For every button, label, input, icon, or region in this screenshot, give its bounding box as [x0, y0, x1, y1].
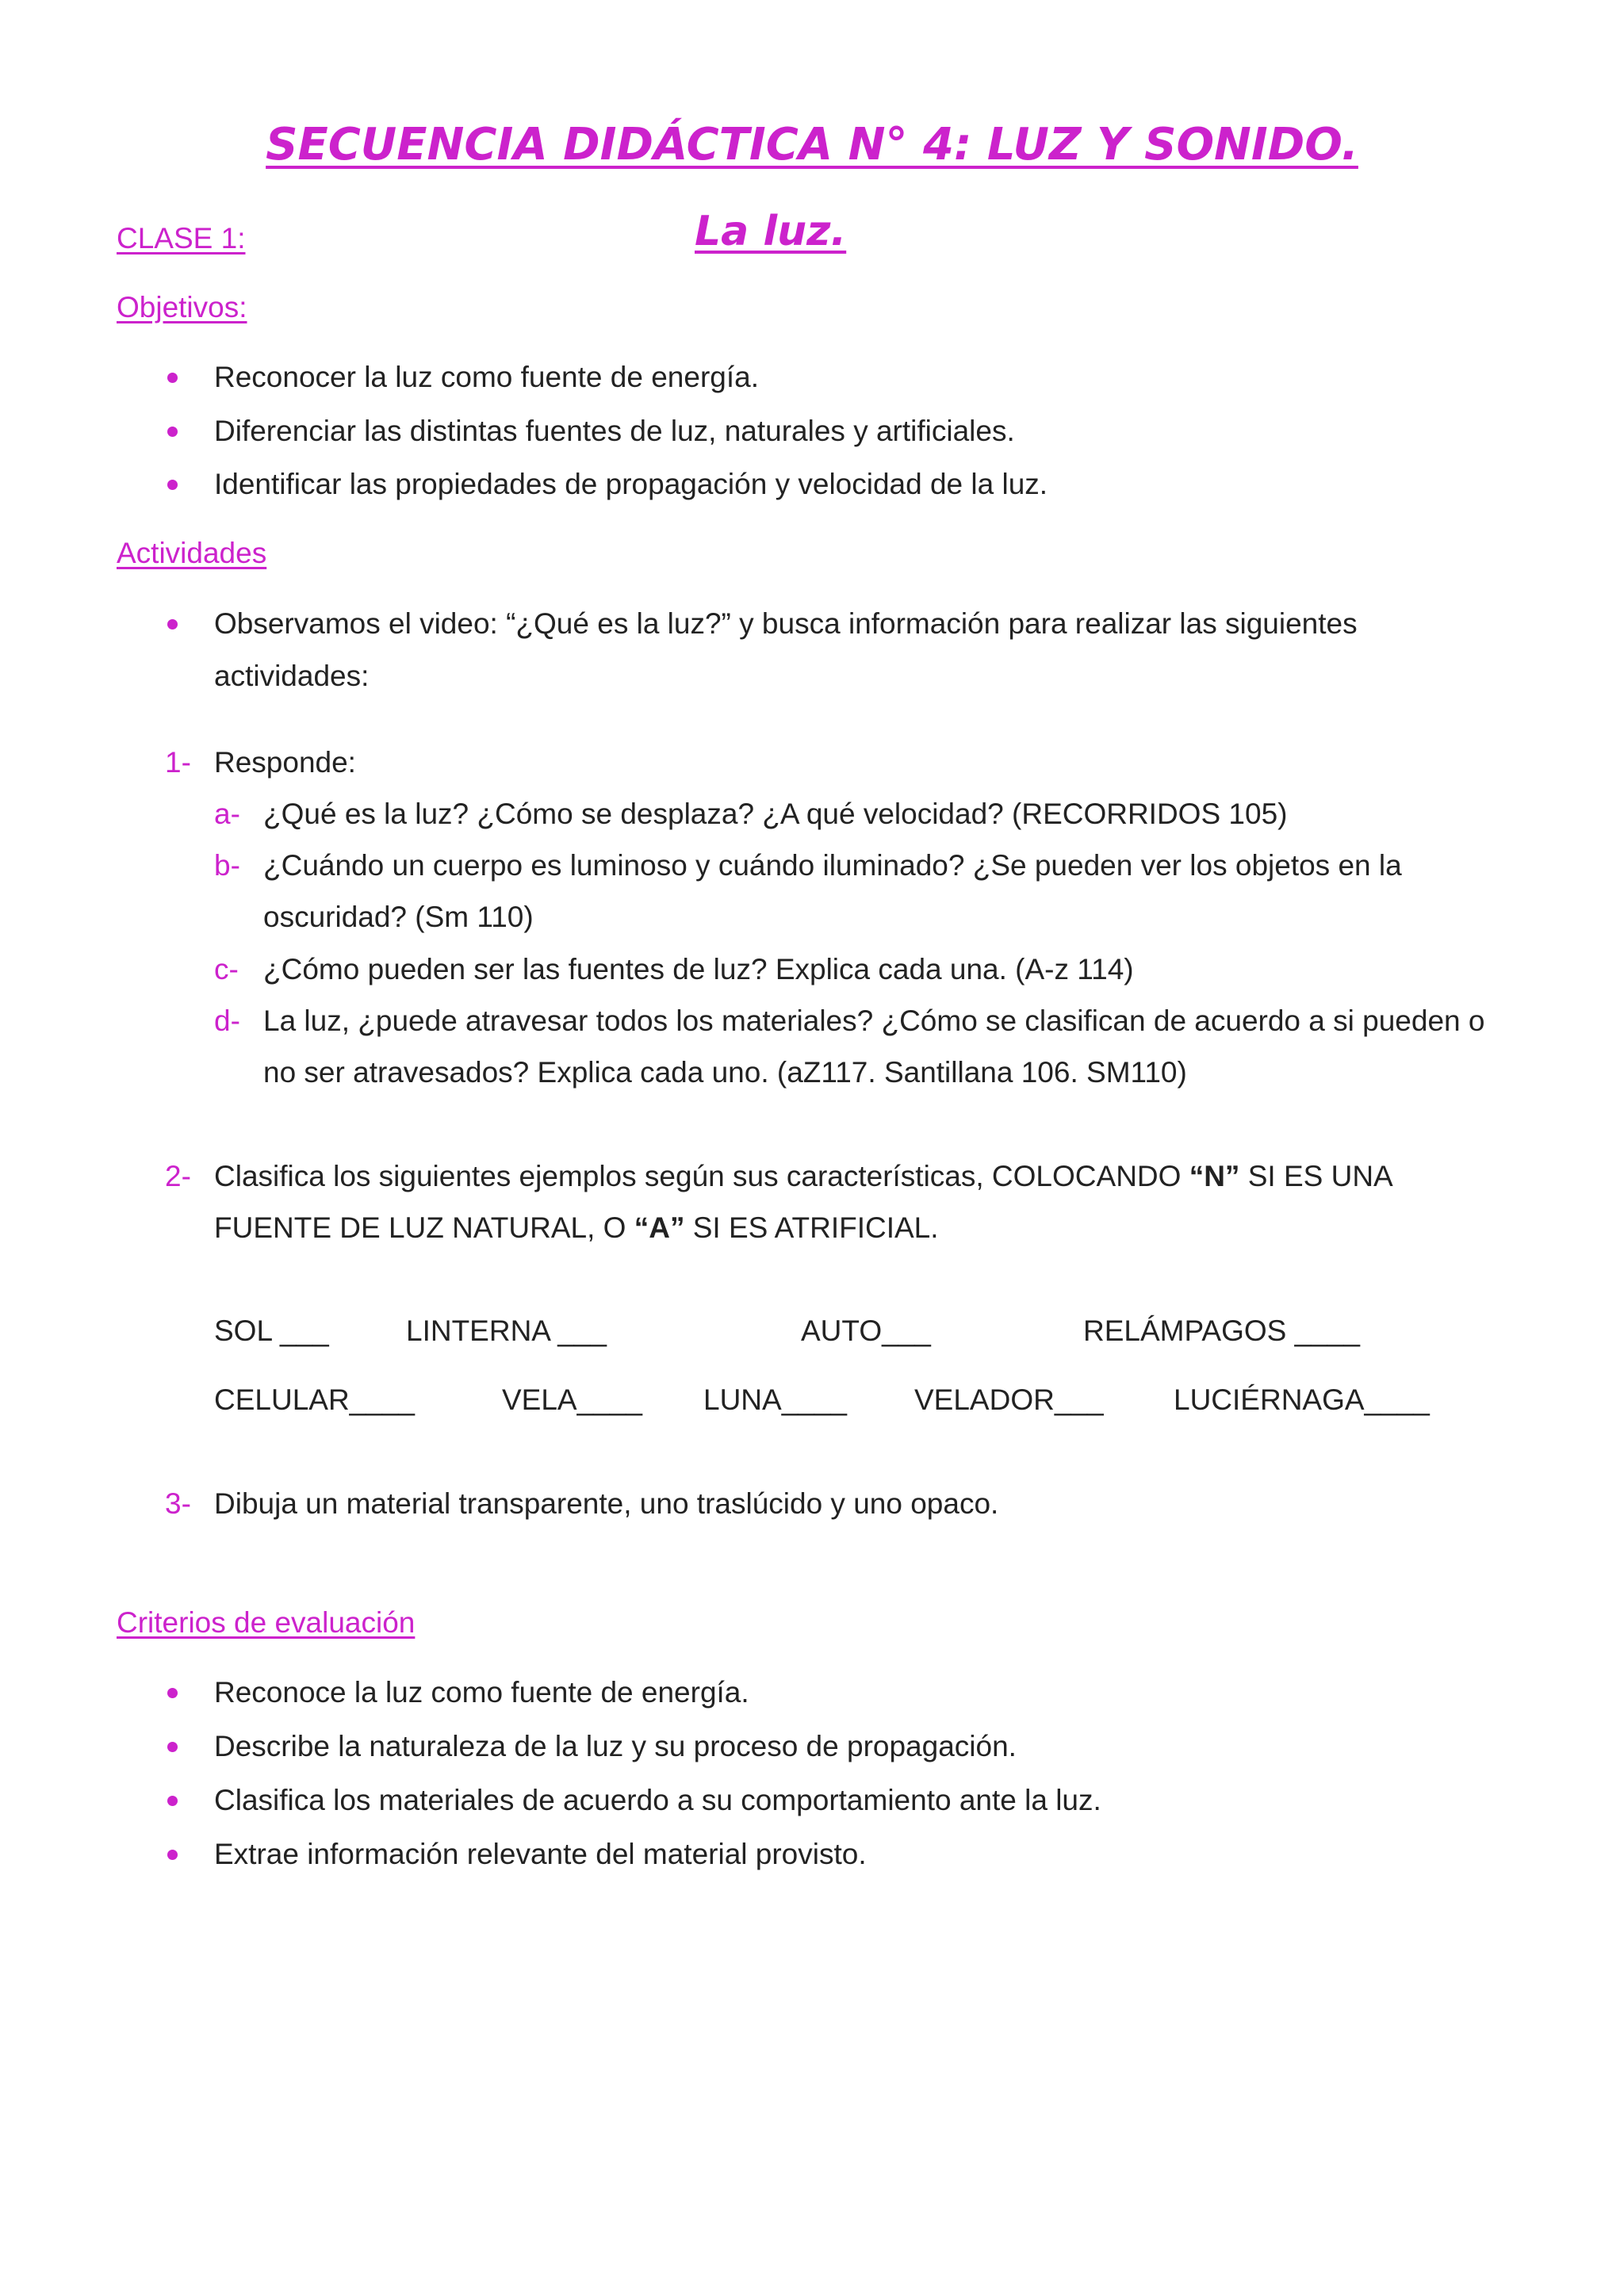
sub-question: ¿Qué es la luz? ¿Cómo se desplaza? ¿A qué velocidad? (RECORRIDOS 105)	[263, 798, 1288, 830]
activity-number: 2-	[165, 1160, 191, 1192]
bullet-icon	[167, 1850, 178, 1860]
criterio-item: Clasifica los materiales de acuerdo a su comportamiento ante la luz.	[214, 1784, 1101, 1816]
sub-question: La luz, ¿puede atravesar todos los materiales? ¿Cómo se clasifican de acuerdo a si pueden o	[263, 1004, 1485, 1037]
classify-item: LUNA____	[703, 1383, 848, 1416]
bullet-icon	[167, 373, 178, 383]
objetivo-item: Diferenciar las distintas fuentes de luz, naturales y artificiales.	[214, 415, 1015, 447]
activity-instruction: Clasifica los siguientes ejemplos según sus características, COLOCANDO “N” SI ES UNA	[214, 1160, 1393, 1192]
classify-item: LINTERNA ___	[406, 1314, 607, 1347]
sub-question: ¿Cómo pueden ser las fuentes de luz? Explica cada una. (A-z 114)	[263, 953, 1134, 985]
sub-letter: b-	[214, 849, 240, 882]
bullet-icon	[167, 480, 178, 490]
sub-question-cont: no ser atravesados? Explica cada uno. (aZ117. Santillana 106. SM110)	[263, 1056, 1187, 1089]
objetivos-heading: Objetivos:	[117, 291, 247, 323]
objetivo-item: Reconocer la luz como fuente de energía.	[214, 361, 759, 393]
activity-number: 1-	[165, 746, 191, 779]
activity-number: 3-	[165, 1487, 191, 1520]
criterio-item: Extrae información relevante del material provisto.	[214, 1838, 867, 1870]
page-title: SECUENCIA DIDÁCTICA N° 4: LUZ Y SONIDO.	[266, 119, 1358, 170]
activity-instruction-cont: FUENTE DE LUZ NATURAL, O “A” SI ES ATRIFICIAL.	[214, 1211, 939, 1244]
criterio-item: Describe la naturaleza de la luz y su proceso de propagación.	[214, 1730, 1017, 1762]
activity-instruction: Dibuja un material transparente, uno traslúcido y uno opaco.	[214, 1487, 999, 1520]
sub-letter: c-	[214, 953, 239, 985]
classify-item: VELADOR___	[914, 1383, 1104, 1416]
bullet-icon	[167, 427, 178, 437]
bullet-icon	[167, 1688, 178, 1698]
activity-label: Responde:	[214, 746, 356, 779]
actividades-intro: Observamos el video: “¿Qué es la luz?” y busca información para realizar las siguientes	[214, 607, 1358, 640]
classify-item: VELA____	[502, 1383, 642, 1416]
classify-item: CELULAR____	[214, 1383, 415, 1416]
objetivo-item: Identificar las propiedades de propagación y velocidad de la luz.	[214, 468, 1048, 500]
criterios-heading: Criterios de evaluación	[117, 1606, 416, 1639]
sub-letter: d-	[214, 1004, 240, 1037]
classify-item: AUTO___	[801, 1314, 931, 1347]
classify-item: RELÁMPAGOS ____	[1083, 1314, 1360, 1347]
subtitle: La luz.	[695, 208, 847, 255]
criterio-item: Reconoce la luz como fuente de energía.	[214, 1676, 749, 1709]
bullet-icon	[167, 1796, 178, 1806]
sub-question: ¿Cuándo un cuerpo es luminoso y cuándo iluminado? ¿Se pueden ver los objetos en la	[263, 849, 1402, 882]
actividades-heading: Actividades	[117, 537, 267, 569]
sub-question-cont: oscuridad? (Sm 110)	[263, 901, 534, 933]
clase-label: CLASE 1:	[117, 222, 246, 254]
bullet-icon	[167, 1742, 178, 1752]
classify-item: SOL ___	[214, 1314, 329, 1347]
sub-letter: a-	[214, 798, 240, 830]
classify-item: LUCIÉRNAGA____	[1174, 1383, 1430, 1416]
bullet-icon	[167, 619, 178, 629]
actividades-intro-cont: actividades:	[214, 660, 370, 692]
